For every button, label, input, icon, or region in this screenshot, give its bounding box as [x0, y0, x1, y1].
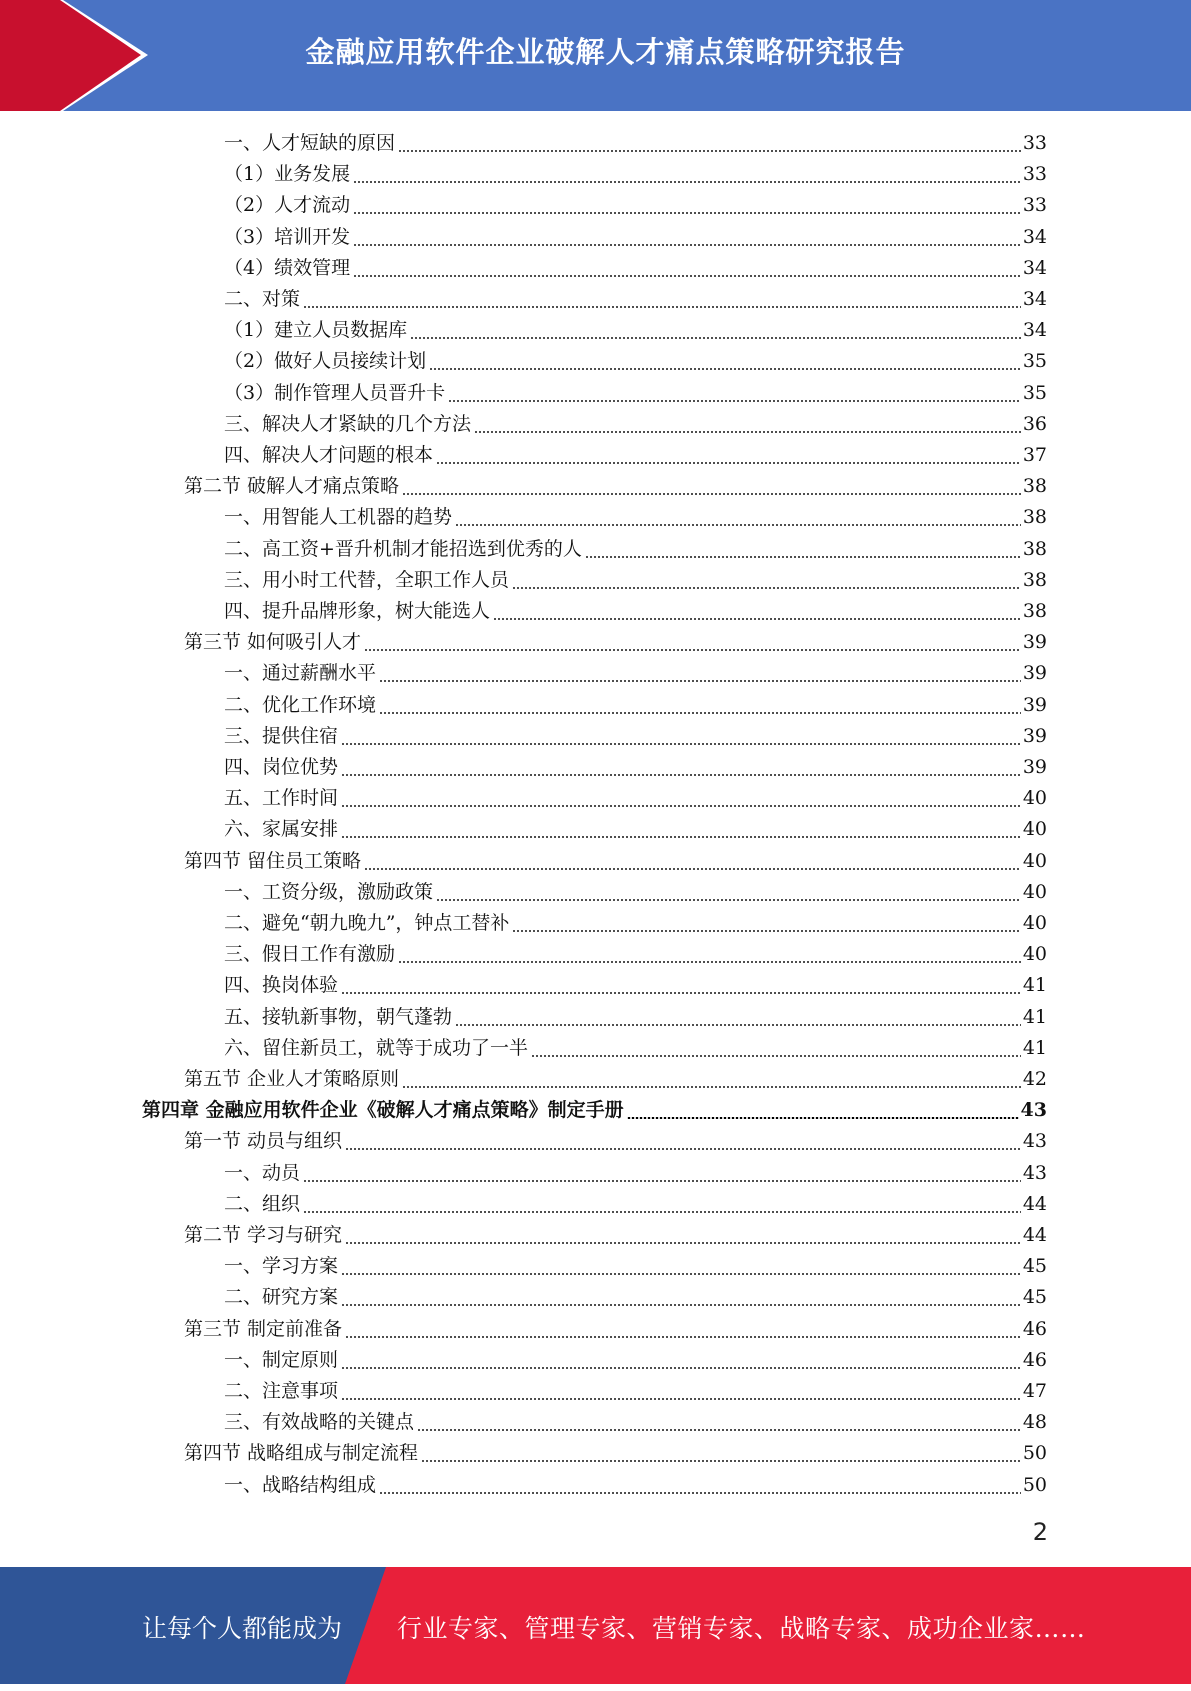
toc-dot-leader [379, 1470, 1021, 1501]
toc-entry-title: 二、对策 [224, 288, 301, 310]
toc-dot-leader [341, 1251, 1021, 1282]
toc-entry-page: 33 [1022, 163, 1047, 186]
toc-entry-page: 33 [1022, 132, 1047, 154]
toc-entry[interactable] [184, 1314, 1047, 1345]
toc-dot-leader [353, 222, 1021, 253]
toc-entry-title: 第四节 战略组成与制定流程 [184, 1442, 419, 1465]
toc-entry-page: 50 [1022, 1442, 1047, 1465]
toc-entry-page: 47 [1022, 1380, 1047, 1402]
toc-entry-page: 50 [1022, 1473, 1047, 1496]
toc-entry-title: 第四节 留住员工策略 [184, 849, 362, 872]
toc-entry-title: 五、接轨新事物，朝气蓬勃 [224, 1005, 453, 1028]
toc-entry-page: 39 [1022, 662, 1047, 685]
toc-dot-leader [436, 877, 1021, 908]
toc-entry-title: （2）人才流动 [224, 194, 351, 217]
toc-dot-leader [341, 1282, 1021, 1313]
toc-entry[interactable] [224, 1470, 1047, 1501]
toc-entry-page: 40 [1022, 880, 1047, 903]
toc-entry-title: 四、换岗体验 [224, 974, 339, 997]
toc-entry-title: 一、人才短缺的原因 [224, 132, 396, 154]
toc-dot-leader [402, 471, 1021, 502]
toc-entry-page: 41 [1022, 974, 1047, 997]
toc-entry-title: 三、解决人才紧缺的几个方法 [224, 412, 472, 435]
toc-entry-title: （2）做好人员接续计划 [224, 350, 427, 373]
toc-entry-title: 四、岗位优势 [224, 756, 339, 778]
toc-entry[interactable] [184, 1438, 1047, 1469]
toc-entry-page: 46 [1022, 1317, 1047, 1340]
toc-dot-leader [455, 502, 1021, 533]
toc-entry[interactable] [224, 190, 1047, 221]
toc-entry-page: 33 [1022, 194, 1047, 217]
toc-dot-leader [341, 783, 1021, 814]
toc-entry[interactable] [224, 565, 1047, 596]
toc-entry[interactable] [224, 1002, 1047, 1033]
toc-entry[interactable] [224, 1282, 1047, 1313]
toc-dot-leader [410, 315, 1021, 346]
toc-dot-leader [341, 752, 1021, 783]
toc-dot-leader [455, 1002, 1021, 1033]
toc-entry-title: 四、解决人才问题的根本 [224, 444, 434, 466]
toc-dot-leader [345, 1126, 1021, 1157]
toc-entry-title: 第一节 动员与组织 [184, 1130, 343, 1153]
toc-dot-leader [303, 284, 1021, 315]
toc-entry-page: 38 [1022, 537, 1047, 560]
toc-entry[interactable] [224, 1407, 1047, 1438]
toc-entry-page: 40 [1022, 943, 1047, 966]
toc-entry-title: 一、学习方案 [224, 1255, 339, 1278]
toc-entry[interactable] [224, 315, 1047, 346]
toc-dot-leader [353, 253, 1021, 284]
page-number: 2 [1032, 1518, 1048, 1546]
toc-dot-leader [341, 721, 1021, 752]
toc-dot-leader [512, 908, 1020, 939]
toc-entry[interactable] [224, 1033, 1047, 1064]
toc-entry-page: 45 [1022, 1255, 1047, 1278]
toc-entry[interactable] [224, 1158, 1047, 1189]
toc-dot-leader [345, 1314, 1021, 1345]
toc-dot-leader [353, 190, 1021, 221]
toc-entry[interactable] [224, 908, 1047, 939]
toc-entry-title: 一、工资分级，激励政策 [224, 880, 434, 903]
toc-entry[interactable] [224, 877, 1047, 908]
toc-dot-leader [512, 565, 1021, 596]
toc-entry-page: 46 [1022, 1348, 1047, 1371]
toc-dot-leader [474, 409, 1021, 440]
toc-entry[interactable] [224, 783, 1047, 814]
toc-entry-page: 35 [1022, 381, 1047, 404]
toc-entry-title: 第二节 学习与研究 [184, 1224, 343, 1246]
toc-entry-title: 二、优化工作环境 [224, 693, 377, 716]
toc-entry-page: 38 [1022, 568, 1047, 591]
toc-entry-title: 二、避免“朝九晚九”，钟点工替补 [224, 912, 510, 934]
toc-dot-leader [341, 1376, 1021, 1407]
toc-entry[interactable] [224, 658, 1047, 689]
toc-dot-leader [341, 814, 1021, 845]
toc-entry-page: 34 [1022, 225, 1047, 248]
toc-dot-leader [379, 690, 1021, 721]
toc-entry[interactable] [224, 596, 1047, 627]
toc-entry-title: 一、制定原则 [224, 1348, 339, 1371]
toc-entry-page: 34 [1022, 256, 1047, 279]
toc-entry-title: 三、有效战略的关键点 [224, 1411, 415, 1434]
toc-entry-title: 五、工作时间 [224, 787, 339, 810]
toc-dot-leader [353, 159, 1021, 190]
toc-dot-leader [364, 846, 1021, 877]
toc-entry-page: 40 [1022, 912, 1047, 934]
toc-entry-page: 43 [1020, 1099, 1047, 1122]
toc-entry[interactable] [224, 1376, 1047, 1407]
toc-entry-page: 43 [1022, 1161, 1047, 1184]
toc-entry-page: 39 [1022, 724, 1047, 747]
toc-entry-title: （4）绩效管理 [224, 256, 351, 279]
toc-dot-leader [341, 1345, 1021, 1376]
toc-entry[interactable] [184, 846, 1047, 877]
toc-entry[interactable] [224, 814, 1047, 845]
toc-entry[interactable] [224, 690, 1047, 721]
toc-dot-leader [448, 378, 1021, 409]
toc-entry-title: （1）业务发展 [224, 163, 351, 186]
toc-entry-title: 二、注意事项 [224, 1380, 339, 1402]
toc-entry[interactable] [224, 378, 1047, 409]
toc-entry[interactable] [224, 440, 1047, 471]
toc-dot-leader [379, 658, 1021, 689]
toc-entry-title: 第四章 金融应用软件企业《破解人才痛点策略》制定手册 [142, 1099, 624, 1122]
toc-entry[interactable] [184, 1064, 1047, 1095]
toc-entry-page: 35 [1022, 350, 1047, 373]
toc-dot-leader [364, 627, 1021, 658]
toc-dot-leader [398, 939, 1021, 970]
toc-dot-leader [341, 970, 1021, 1001]
toc-entry-page: 39 [1022, 631, 1047, 654]
toc-entry-page: 40 [1022, 787, 1047, 810]
toc-entry-title: 二、研究方案 [224, 1286, 339, 1309]
toc-entry-page: 39 [1022, 756, 1047, 778]
toc-entry[interactable] [224, 222, 1047, 253]
toc-entry-page: 41 [1022, 1005, 1047, 1028]
toc-dot-leader [531, 1033, 1021, 1064]
toc-entry-title: 一、用智能人工机器的趋势 [224, 506, 453, 529]
toc-entry[interactable] [224, 284, 1047, 315]
toc-entry-title: 二、高工资+晋升机制才能招选到优秀的人 [224, 537, 582, 560]
toc-entry-page: 34 [1022, 319, 1047, 342]
toc-dot-leader [585, 534, 1021, 565]
toc-dot-leader [398, 128, 1021, 159]
toc-entry[interactable] [224, 534, 1047, 565]
toc-dot-leader [303, 1189, 1021, 1220]
toc-entry-page: 37 [1022, 444, 1047, 466]
toc-entry-page: 40 [1022, 849, 1047, 872]
toc-entry-page: 41 [1022, 1036, 1047, 1059]
document-title: 金融应用软件企业破解人才痛点策略研究报告 [305, 35, 906, 69]
toc-entry[interactable] [184, 1220, 1047, 1251]
toc-entry[interactable] [224, 1251, 1047, 1282]
toc-entry-title: 第五节 企业人才策略原则 [184, 1068, 400, 1090]
toc-entry-title: 第三节 如何吸引人才 [184, 631, 362, 654]
toc-entry[interactable] [224, 1345, 1047, 1376]
toc-entry[interactable] [224, 128, 1047, 159]
toc-entry-page: 38 [1022, 506, 1047, 529]
toc-entry-page: 43 [1022, 1130, 1047, 1153]
toc-entry[interactable] [224, 409, 1047, 440]
toc-entry-page: 36 [1022, 412, 1047, 435]
toc-entry-page: 40 [1022, 818, 1047, 841]
toc-entry-page: 44 [1022, 1224, 1047, 1246]
toc-entry-title: 第二节 破解人才痛点策略 [184, 475, 400, 498]
toc-entry-page: 34 [1022, 288, 1047, 310]
toc-entry-title: 一、通过薪酬水平 [224, 662, 377, 685]
toc-dot-leader [345, 1220, 1021, 1251]
toc-entry-title: 三、假日工作有激励 [224, 943, 396, 966]
toc-entry-title: 六、家属安排 [224, 818, 339, 841]
toc-entry-page: 38 [1022, 600, 1047, 622]
toc-entry[interactable] [224, 970, 1047, 1001]
toc-entry[interactable] [184, 627, 1047, 658]
toc-dot-leader [493, 596, 1021, 627]
toc-entry[interactable] [224, 159, 1047, 190]
toc-entry[interactable] [224, 721, 1047, 752]
toc-dot-leader [417, 1407, 1021, 1438]
header-banner [0, 0, 1191, 111]
toc-entry-title: 三、用小时工代替，全职工作人员 [224, 568, 510, 591]
toc-entry-title: 第三节 制定前准备 [184, 1317, 343, 1340]
footer-slogan-left: 让每个人都能成为 [142, 1614, 343, 1643]
toc-entry-page: 44 [1022, 1192, 1047, 1215]
toc-entry-title: 一、战略结构组成 [224, 1473, 377, 1496]
toc-entry[interactable] [224, 502, 1047, 533]
toc-entry[interactable] [184, 1126, 1047, 1157]
toc-entry-title: 三、提供住宿 [224, 724, 339, 747]
toc-entry[interactable] [224, 939, 1047, 970]
toc-dot-leader [627, 1095, 1019, 1126]
toc-entry-title: 一、动员 [224, 1161, 301, 1184]
footer-slogan-right: 行业专家、管理专家、营销专家、战略专家、成功企业家…… [397, 1614, 1086, 1643]
toc-entry-title: （3）制作管理人员晋升卡 [224, 381, 446, 404]
toc-entry-page: 42 [1022, 1068, 1047, 1090]
toc-entry[interactable] [142, 1095, 1047, 1126]
toc-entry-title: 二、组织 [224, 1192, 301, 1215]
toc-entry-title: 四、提升品牌形象，树大能选人 [224, 600, 491, 622]
toc-entry-page: 45 [1022, 1286, 1047, 1309]
toc-entry[interactable] [224, 752, 1047, 783]
toc-entry-title: （1）建立人员数据库 [224, 319, 408, 342]
toc-dot-leader [429, 346, 1021, 377]
toc-entry-page: 38 [1022, 475, 1047, 498]
toc-entry[interactable] [224, 346, 1047, 377]
toc-entry-page: 48 [1022, 1411, 1047, 1434]
toc-entry-title: 六、留住新员工，就等于成功了一半 [224, 1036, 529, 1059]
toc-dot-leader [421, 1438, 1021, 1469]
toc-entry[interactable] [224, 1189, 1047, 1220]
footer-banner [0, 1567, 1191, 1684]
toc-entry[interactable] [184, 471, 1047, 502]
toc-dot-leader [436, 440, 1021, 471]
toc-dot-leader [402, 1064, 1021, 1095]
toc-dot-leader [303, 1158, 1021, 1189]
toc-entry[interactable] [224, 253, 1047, 284]
toc-entry-title: （3）培训开发 [224, 225, 351, 248]
toc-entry-page: 39 [1022, 693, 1047, 716]
